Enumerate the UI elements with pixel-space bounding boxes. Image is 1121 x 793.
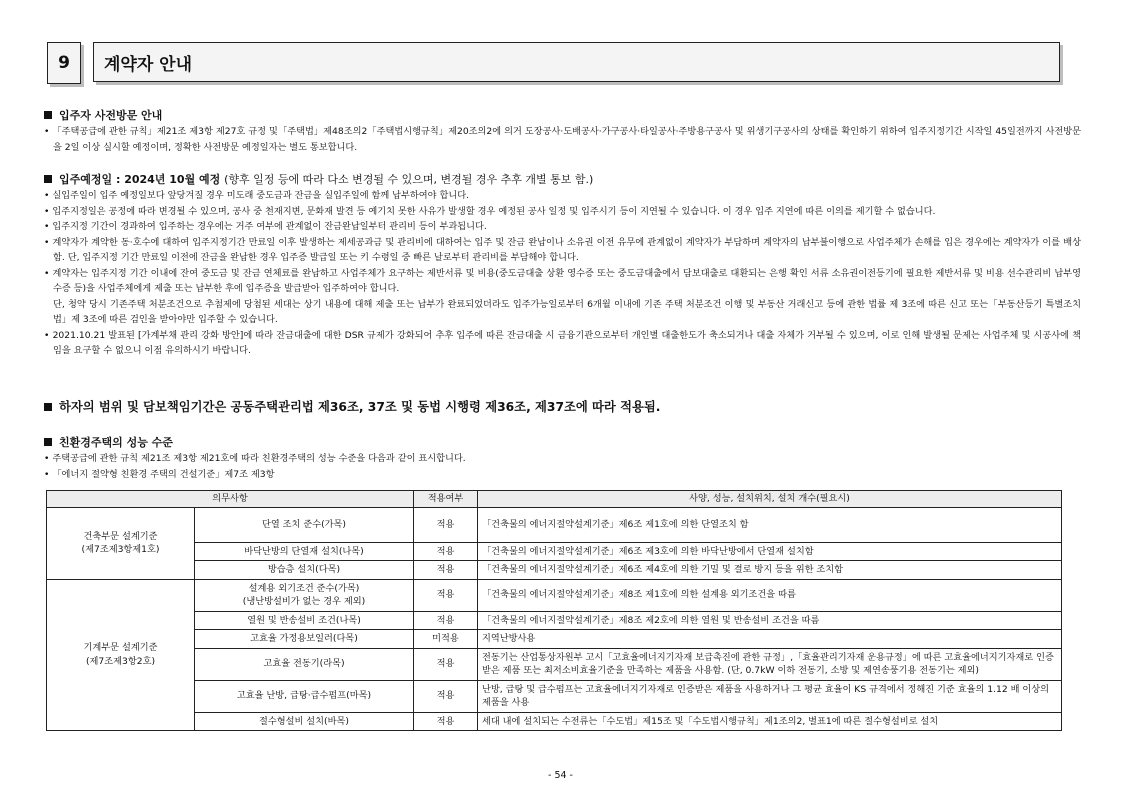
square-bullet-icon <box>44 438 52 446</box>
table-cell: 고효율 난방, 급탕·급수펌프(마목) <box>195 680 414 712</box>
group-label-mechanical: 기계부문 설계기준 (제7조제3항2호) <box>47 579 195 731</box>
warranty-heading: 하자의 범위 및 담보책임기간은 공동주택관리법 제36조, 37조 및 동법 시행령 제36조, 제37조에 따라 적용됨. <box>44 399 1081 415</box>
table-cell: 적용 <box>414 579 478 611</box>
table-cell: 바닥난방의 단열재 설치(나목) <box>195 542 414 561</box>
table-cell: 적용 <box>414 542 478 561</box>
table-cell: 「건축물의 에너지절약설계기준」제6조 제1호에 의한 단열조치 함 <box>478 507 1062 542</box>
table-header: 의무사항 <box>47 491 414 508</box>
square-bullet-icon <box>44 403 52 411</box>
move-in-item: • 계약자가 계약한 동·호수에 대하여 입주지정기간 만료일 이후 발생하는 제세공과금 및 관리비에 대하여는 입주 및 잔금 완납이나 소유권 이전 유무에 관계없이 계약자가 부담하며 계약자의 납부불이행으로 사업주체가 손해를 입은 경우에는 계약자가 이를 배상함. 단, 입주지정 기간 만료일 이전에 잔금을 완납한 경우 입주증 발급일 또는 키 수령일 중 빠른 날로부터 관리비를 부담해야 합니다. <box>44 236 1081 263</box>
table-cell: 전동기는 산업통상자원부 고시「고효율에너지기자재 보급촉진에 관한 규정」,「효율관리기자재 운용규정」에 따른 고효율에너지기자재로 인증받은 제품 또는 최저소비효율기준을 만족하는 제품을 사용함. (단, 0.7kW 이하 전동기, 소방 및 제연송풍기용 전동기는 제외) <box>478 648 1062 680</box>
table-row <box>47 542 1062 561</box>
table-cell: 단열 조치 준수(가목) <box>195 507 414 542</box>
table-cell: 「건축물의 에너지절약설계기준」제8조 제1호에 의한 설계용 외기조건을 따름 <box>478 579 1062 611</box>
table-cell: 미적용 <box>414 630 478 649</box>
table-cell: 설계용 외기조건 준수(가목) (냉난방설비가 없는 경우 제외) <box>195 579 414 611</box>
move-in-heading: 입주예정일 : 2024년 10월 예정 (향후 일정 등에 따라 다소 변경될 수 있으며, 변경될 경우 추후 개별 통보 함.) <box>44 172 1081 188</box>
table-row <box>47 507 1062 542</box>
move-in-continuation: 단, 청약 당시 기존주택 처분조건으로 추첨제에 당첨된 세대는 상기 내용에 대해 제출 또는 납부가 완료되었더라도 입주가능일로부터 6개월 이내에 기존 주택 처분조건 이행 및 부동산 거래신고 등에 관한 법률 제 3조에 따른 신고 또는「부동산등기 특별조치법」제 3조에 따른 검인을 받아야만 입주할 수 있습니다. <box>53 298 1081 325</box>
group-label-architecture: 건축부문 설계기준 (제7조제3항제1호) <box>47 507 195 579</box>
table-row <box>47 680 1062 712</box>
move-in-item: • 2021.10.21 발표된 [가계부채 관리 강화 방안]에 따라 잔금대출에 대한 DSR 규제가 강화되어 추후 입주에 따른 잔금대출 시 금융기관으로부터 개인별 대출한도가 축소되거나 대출 자체가 거부될 수 있으며, 이로 인해 발생될 문제는 사업주체 및 시공사에 책임을 요구할 수 없으니 이점 유의하시기 바랍니다. <box>44 329 1081 356</box>
table-cell: 「건축물의 에너지절약설계기준」제6조 제4호에 의한 기밀 및 결로 방지 등을 위한 조치함 <box>478 561 1062 580</box>
move-in-item: • 입주지정일은 공정에 따라 변경될 수 있으며, 공사 중 천재지변, 문화재 발견 등 예기치 못한 사유가 발생할 경우 예정된 공사 일정 및 입주시기 등이 지연될 수 있습니다. 이 경우 입주 지연에 따른 이의를 제기할 수 없습니다. <box>44 205 936 217</box>
table-row <box>47 561 1062 580</box>
pre-visit-item: • 「주택공급에 관한 규칙」제21조 제3항 제27호 규정 및「주택법」제48조의2「주택법시행규칙」제20조의2에 의거 도장공사·도배공사·가구공사·타일공사·주방용구공사 및 위생기구공사의 상태를 확인하기 위하여 입주지정기간 시작일 45일전까지 사전방문을 2일 이상 실시할 예정이며, 정확한 사전방문 예정일자는 별도 통보합니다. <box>44 126 1082 153</box>
table-row <box>47 579 1062 611</box>
table-cell: 지역난방사용 <box>478 630 1062 649</box>
square-bullet-icon <box>44 175 52 183</box>
eco-item: • 주택공급에 관한 규칙 제21조 제3항 제21호에 따라 친환경주택의 성능 수준을 다음과 같이 표시합니다. <box>44 453 466 464</box>
pre-visit-heading: 입주자 사전방문 안내 <box>44 108 1081 124</box>
table-cell: 적용 <box>414 561 478 580</box>
table-cell: 열원 및 반송설비 조건(나목) <box>195 611 414 630</box>
page-number: - 54 - <box>548 770 573 781</box>
pre-visit-section <box>44 108 1081 155</box>
move-in-item: • 실입주일이 입주 예정일보다 앞당겨질 경우 미도래 중도금과 잔금을 실입주일에 함께 납부하여야 합니다. <box>44 190 470 201</box>
eco-section <box>44 435 1081 482</box>
table-header: 사양, 성능, 설치위치, 설치 개수(필요시) <box>478 491 1062 508</box>
table-row <box>47 648 1062 680</box>
table-row <box>47 630 1062 649</box>
table-cell: 적용 <box>414 507 478 542</box>
table-cell: 방습층 설치(다목) <box>195 561 414 580</box>
table-cell: 적용 <box>414 611 478 630</box>
eco-heading: 친환경주택의 성능 수준 <box>44 435 1081 451</box>
table-header-row <box>47 491 1062 508</box>
table-cell: 적용 <box>414 648 478 680</box>
move-in-item: • 입주지정 기간이 경과하여 입주하는 경우에는 거주 여부에 관계없이 잔금완납일부터 관리비 등이 부과됩니다. <box>44 221 487 232</box>
table-cell: 난방, 급탕 및 급수펌프는 고효율에너지기자재로 인증받은 제품을 사용하거나 그 평균 효율이 KS 규격에서 정해진 기준 효율의 1.12 배 이상의 제품을 사용 <box>478 680 1062 712</box>
table-cell: 세대 내에 설치되는 수전류는「수도법」제15조 및「수도법시행규칙」제1조의2, 별표1에 따른 절수형설비로 설치 <box>478 712 1062 731</box>
table-cell: 「건축물의 에너지절약설계기준」제6조 제3호에 의한 바닥난방에서 단열재 설치함 <box>478 542 1062 561</box>
table-row <box>47 712 1062 731</box>
eco-performance-table <box>46 490 1062 731</box>
eco-item: • 「에너지 절약형 친환경 주택의 건설기준」제7조 제3항 <box>44 468 275 480</box>
section-title: 계약자 안내 <box>93 42 1060 82</box>
move-in-item: • 계약자는 입주지정 기간 이내에 잔여 중도금 및 잔금 연체료를 완납하고 사업주체가 요구하는 제반서류 및 비용(중도금대출 상환 영수증 또는 중도금대출에서 담보대출로 대환되는 은행 확인 서류 소유권이전등기에 필요한 제반서류 및 비용 선수관리비 납부영수증 등)을 사업주체에게 제출 또는 납부한 후에 입주증을 발급받아 입주하여야 합니다. <box>44 267 1081 294</box>
table-cell: 「건축물의 에너지절약설계기준」제8조 제2호에 의한 열원 및 반송설비 조건을 따름 <box>478 611 1062 630</box>
table-cell: 고효율 가정용보일러(다목) <box>195 630 414 649</box>
table-cell: 적용 <box>414 680 478 712</box>
square-bullet-icon <box>44 111 52 119</box>
warranty-section <box>44 399 1081 415</box>
move-in-section <box>44 172 1081 359</box>
section-header <box>47 42 1062 84</box>
section-number: 9 <box>47 42 81 84</box>
table-row <box>47 611 1062 630</box>
table-cell: 적용 <box>414 712 478 731</box>
table-cell: 절수형설비 설치(바목) <box>195 712 414 731</box>
table-header: 적용여부 <box>414 491 478 508</box>
table-cell: 고효율 전동기(라목) <box>195 648 414 680</box>
